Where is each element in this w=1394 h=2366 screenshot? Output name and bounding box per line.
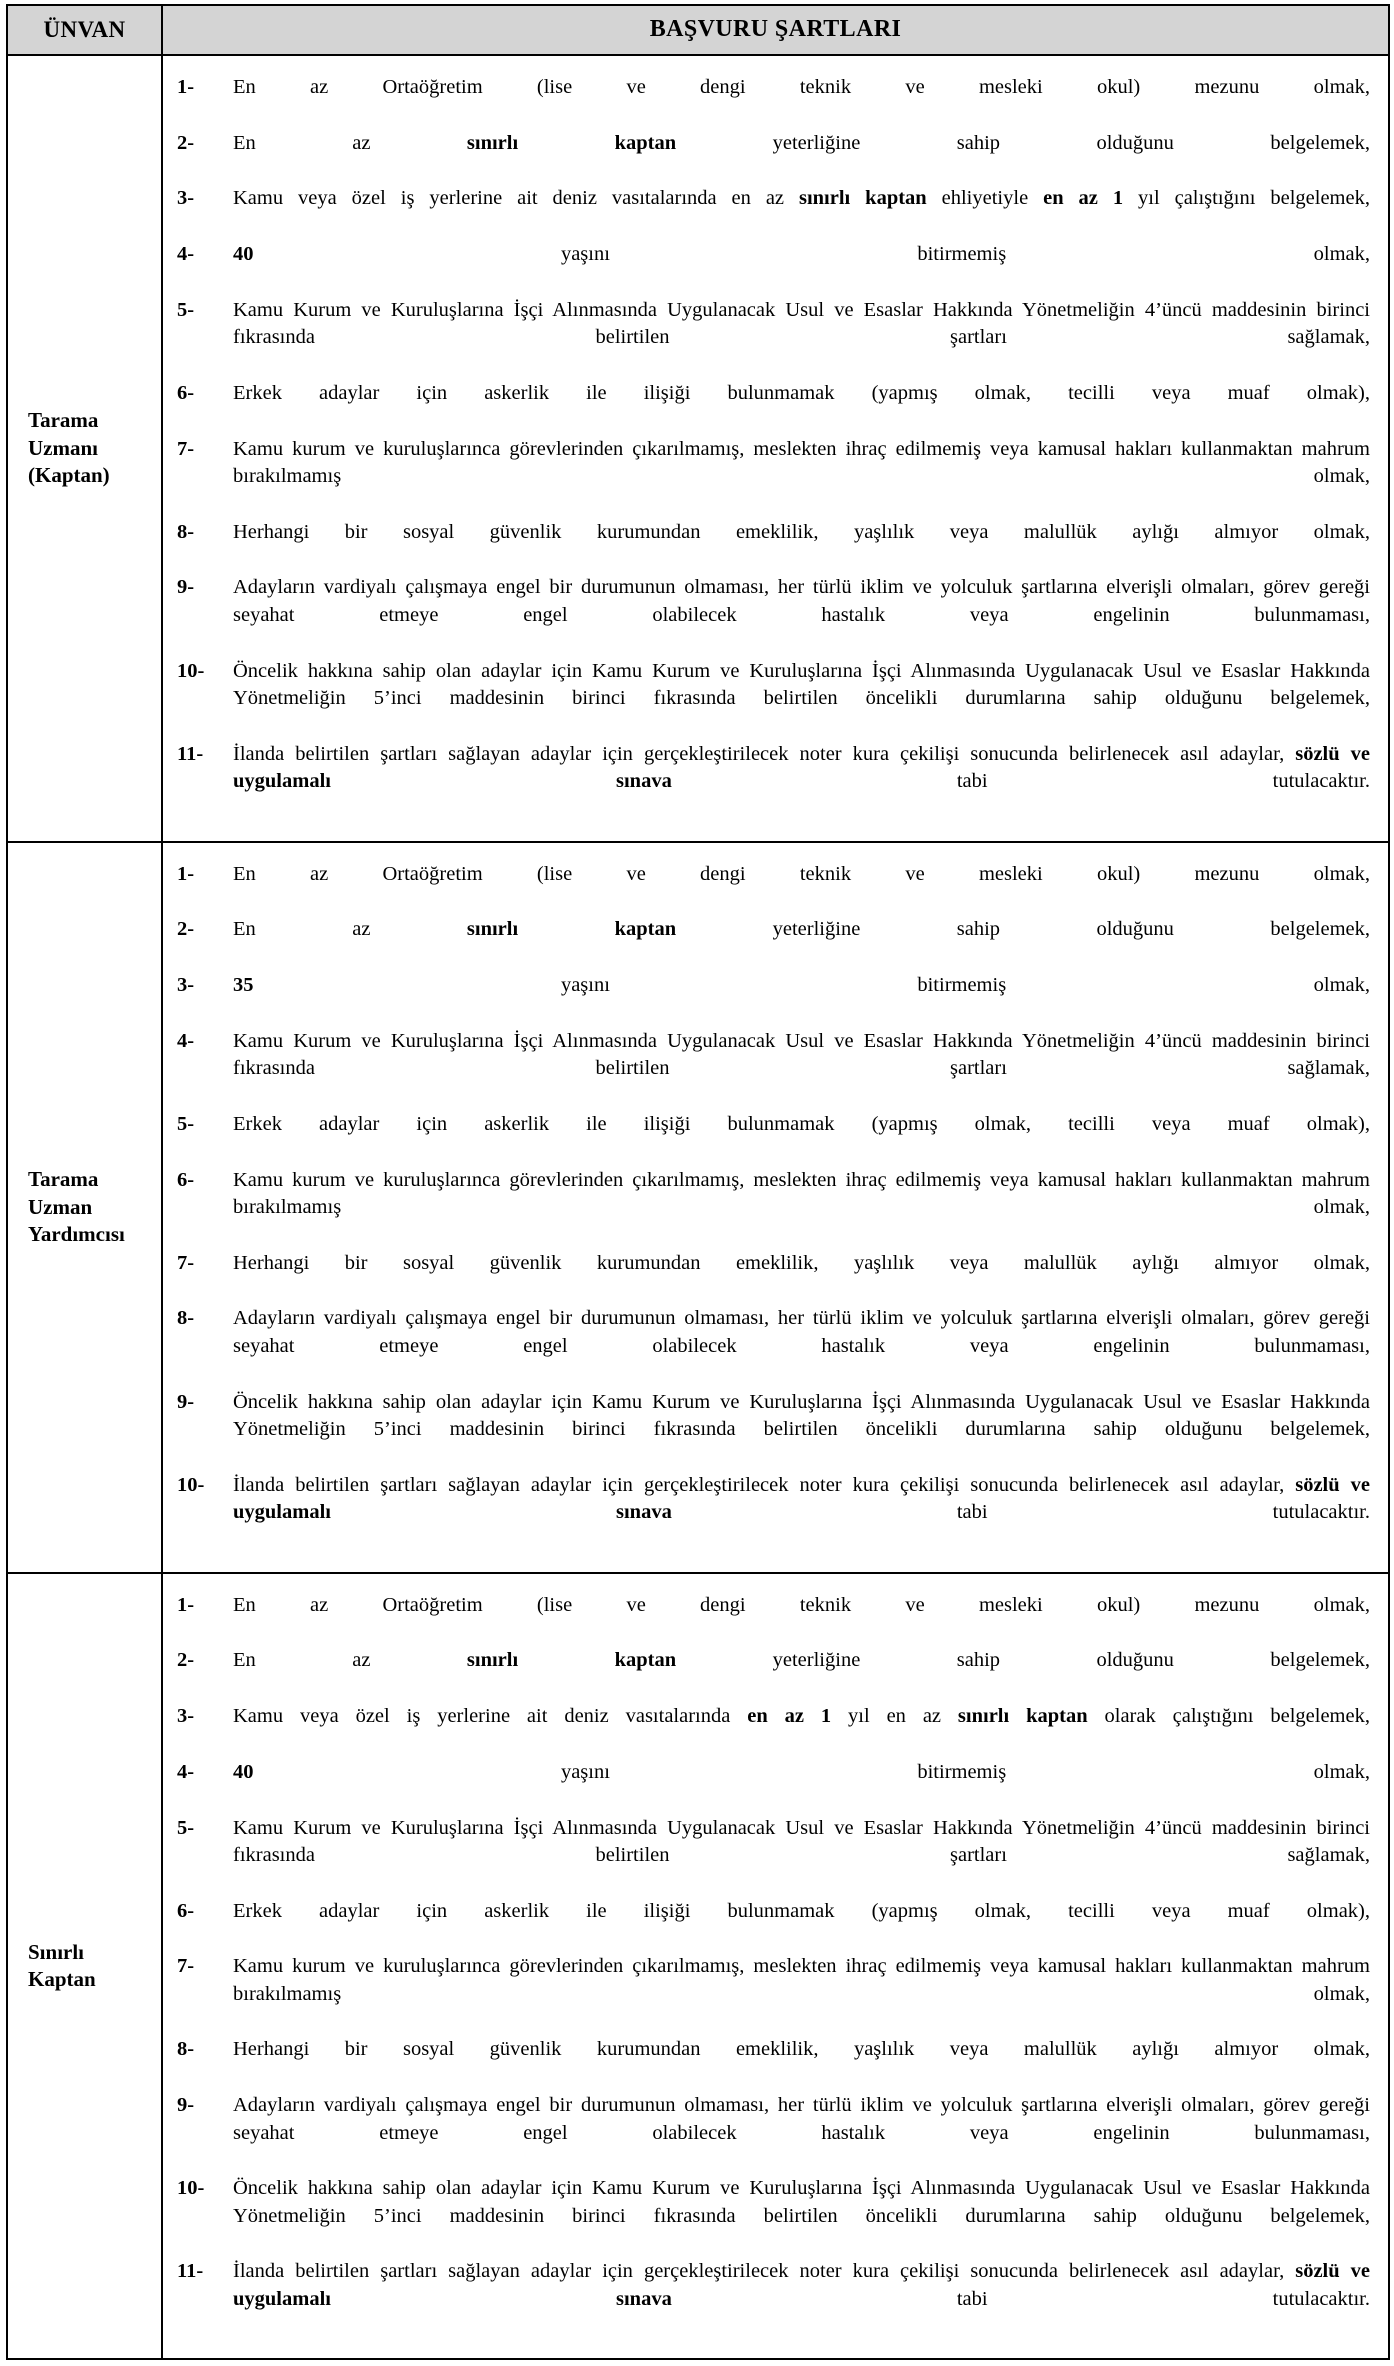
requirement-number: 6- bbox=[177, 1899, 195, 1922]
requirement-text-run: yıl çalıştığını belgelemek, bbox=[1123, 187, 1370, 210]
requirement-text-run: tabi tutulacaktır. bbox=[671, 2287, 1370, 2310]
requirement-item bbox=[177, 1167, 1370, 1249]
requirement-text bbox=[233, 1167, 1370, 1249]
requirement-emphasis: sınırlı kaptan bbox=[957, 1705, 1088, 1728]
requirement-number: 10- bbox=[177, 659, 205, 682]
requirement-number: 8- bbox=[177, 2038, 195, 2061]
requirement-number: 11- bbox=[177, 2260, 204, 2283]
requirement-text-run: yaşını bitirmemiş olmak, bbox=[253, 243, 1370, 266]
requirement-number: 3- bbox=[177, 1705, 195, 1728]
requirement-text-run: yıl en az bbox=[831, 1705, 958, 1728]
application-requirements-table bbox=[6, 4, 1390, 2360]
requirement-text-run: yeterliğine sahip olduğunu belgelemek, bbox=[676, 131, 1371, 154]
requirement-text-run: Öncelik hakkına sahip olan adaylar için Kamu Kurum ve Kuruluşlarına İşçi Alınmasında Uygulanacak Usul ve Esaslar Hakkında Yönetmeliğin 5’inci maddesinin birinci fıkrasında belirtilen öncelikli durumlarına sahip olduğunu belgelemek, bbox=[233, 1390, 1370, 1440]
requirement-number: 2- bbox=[177, 131, 195, 154]
requirement-item bbox=[177, 1111, 1370, 1166]
requirement-number: 6- bbox=[177, 1168, 195, 1191]
requirement-text bbox=[233, 519, 1370, 574]
requirement-number: 2- bbox=[177, 918, 195, 941]
requirement-emphasis: 35 bbox=[233, 974, 254, 997]
requirement-number: 7- bbox=[177, 437, 195, 460]
column-header-conditions: BAŞVURU ŞARTLARI bbox=[162, 5, 1389, 55]
requirement-item bbox=[177, 436, 1370, 518]
requirement-number: 7- bbox=[177, 1955, 195, 1978]
requirement-number: 2- bbox=[177, 1649, 195, 1672]
requirement-item bbox=[177, 574, 1370, 656]
requirement-text bbox=[233, 1592, 1370, 1647]
requirements-cell bbox=[162, 55, 1389, 842]
requirements-list bbox=[177, 861, 1370, 1554]
requirement-text-run: En az Ortaöğretim (lise ve dengi teknik ve mesleki okul) mezunu olmak, bbox=[233, 862, 1370, 885]
requirement-text-run: Erkek adaylar için askerlik ile ilişiği bulunmamak (yapmış olmak, tecilli veya muaf olmak), bbox=[233, 1112, 1370, 1135]
requirement-text-run: Erkek adaylar için askerlik ile ilişiği bulunmamak (yapmış olmak, tecilli veya muaf olmak), bbox=[233, 1899, 1370, 1922]
requirement-emphasis: sınırlı kaptan bbox=[466, 1649, 677, 1672]
requirement-item bbox=[177, 130, 1370, 185]
requirement-item bbox=[177, 1592, 1370, 1647]
requirement-number: 3- bbox=[177, 974, 195, 997]
requirement-text-run: Kamu kurum ve kuruluşlarınca görevlerinden çıkarılmamış, meslekten ihraç edilmemiş veya kamusal hakları kullanmaktan mahrum bırakılmamış olmak, bbox=[233, 1955, 1370, 2005]
requirement-text bbox=[233, 574, 1370, 656]
requirement-text-run: Kamu Kurum ve Kuruluşlarına İşçi Alınmasında Uygulanacak Usul ve Esaslar Hakkında Yönetmeliğin 4’üncü maddesinin birinci fıkrasında belirtilen şartları sağlamak, bbox=[233, 1816, 1370, 1866]
table-header bbox=[7, 5, 1389, 55]
requirement-item bbox=[177, 1472, 1370, 1554]
requirement-text-run: En az bbox=[233, 918, 467, 941]
requirement-text-run: Kamu Kurum ve Kuruluşlarına İşçi Alınmasında Uygulanacak Usul ve Esaslar Hakkında Yönetmeliğin 4’üncü maddesinin birinci fıkrasında belirtilen şartları sağlamak, bbox=[233, 1029, 1370, 1080]
requirement-number: 4- bbox=[177, 243, 195, 266]
requirement-emphasis: 40 bbox=[233, 1760, 254, 1783]
requirement-text-run: Adayların vardiyalı çalışmaya engel bir durumunun olmaması, her türlü iklim ve yolculuk şartlarına elverişli olmaları, görev gereği seyahat etmeye engel olabilecek hastalık veya engelinin bulunmaması, bbox=[233, 1307, 1370, 1357]
requirement-number: 5- bbox=[177, 1112, 195, 1135]
table-header-row bbox=[7, 5, 1389, 55]
requirement-text-run: Herhangi bir sosyal güvenlik kurumundan emeklilik, yaşlılık veya malullük aylığı almıyor olmak, bbox=[233, 1251, 1370, 1274]
requirement-text-run: En az bbox=[233, 131, 467, 154]
requirement-number: 1- bbox=[177, 862, 195, 885]
requirement-text bbox=[233, 1703, 1370, 1758]
requirement-emphasis: sınırlı kaptan bbox=[466, 918, 677, 941]
requirement-item bbox=[177, 185, 1370, 240]
requirement-text bbox=[233, 1389, 1370, 1471]
table-row bbox=[7, 55, 1389, 842]
requirement-text bbox=[233, 741, 1370, 823]
requirement-item bbox=[177, 741, 1370, 823]
requirements-cell bbox=[162, 1573, 1389, 2360]
requirement-text-run: İlanda belirtilen şartları sağlayan adaylar için gerçekleştirilecek noter kura çekilişi sonucunda belirlenecek asıl adaylar, bbox=[233, 1473, 1296, 1496]
requirement-item bbox=[177, 297, 1370, 379]
table-row bbox=[7, 1573, 1389, 2360]
requirement-number: 7- bbox=[177, 1251, 195, 1274]
requirement-text-run: Öncelik hakkına sahip olan adaylar için Kamu Kurum ve Kuruluşlarına İşçi Alınmasında Uygulanacak Usul ve Esaslar Hakkında Yönetmeliğin 5’inci maddesinin birinci fıkrasında belirtilen öncelikli durumlarına sahip olduğunu belgelemek, bbox=[233, 659, 1370, 709]
requirement-emphasis: sözlü ve uygulamalı sınava bbox=[233, 1473, 1370, 1523]
requirement-text bbox=[233, 241, 1370, 296]
requirement-emphasis: sınırlı kaptan bbox=[798, 187, 927, 210]
requirement-number: 11- bbox=[177, 742, 204, 765]
requirement-text bbox=[233, 1305, 1370, 1387]
requirement-number: 5- bbox=[177, 298, 195, 321]
requirement-emphasis: 40 bbox=[233, 243, 254, 266]
job-title-cell: Tarama Uzman Yardımcısı bbox=[7, 842, 162, 1573]
requirement-text bbox=[233, 916, 1370, 971]
requirement-text bbox=[233, 1028, 1370, 1110]
requirement-text-run: Öncelik hakkına sahip olan adaylar için Kamu Kurum ve Kuruluşlarına İşçi Alınmasında Uygulanacak Usul ve Esaslar Hakkında Yönetmeliğin 5’inci maddesinin birinci fıkrasında belirtilen öncelikli durumlarına sahip olduğunu belgelemek, bbox=[233, 2177, 1370, 2227]
requirement-text bbox=[233, 1815, 1370, 1897]
requirement-emphasis: sözlü ve uygulamalı sınava bbox=[233, 742, 1370, 792]
requirement-text-run: Kamu veya özel iş yerlerine ait deniz vasıtalarında en az bbox=[233, 187, 799, 210]
job-title-cell: Sınırlı Kaptan bbox=[7, 1573, 162, 2360]
requirement-item bbox=[177, 972, 1370, 1027]
requirement-text-run: olarak çalıştığını belgelemek, bbox=[1087, 1705, 1370, 1728]
requirement-text bbox=[233, 1250, 1370, 1305]
requirement-text-run: Kamu kurum ve kuruluşlarınca görevlerinden çıkarılmamış, meslekten ihraç edilmemiş veya kamusal hakları kullanmaktan mahrum bırakılmamış olmak, bbox=[233, 437, 1370, 488]
requirement-number: 1- bbox=[177, 1593, 195, 1616]
requirement-item bbox=[177, 1647, 1370, 1702]
requirements-list bbox=[177, 74, 1370, 823]
requirement-text-run: tabi tutulacaktır. bbox=[671, 1500, 1370, 1523]
requirements-cell bbox=[162, 842, 1389, 1573]
requirement-text-run: Erkek adaylar için askerlik ile ilişiği bulunmamak (yapmış olmak, tecilli veya muaf olmak), bbox=[233, 381, 1370, 404]
requirement-item bbox=[177, 519, 1370, 574]
requirement-text-run: Herhangi bir sosyal güvenlik kurumundan emeklilik, yaşlılık veya malullük aylığı almıyor olmak, bbox=[233, 2038, 1370, 2061]
requirement-item bbox=[177, 1953, 1370, 2035]
requirement-number: 5- bbox=[177, 1816, 195, 1839]
requirement-item bbox=[177, 1898, 1370, 1953]
requirement-number: 1- bbox=[177, 76, 195, 98]
requirement-text bbox=[233, 1472, 1370, 1554]
requirement-item bbox=[177, 1815, 1370, 1897]
requirement-text-run: En az bbox=[233, 1649, 467, 1672]
requirement-item bbox=[177, 658, 1370, 740]
requirement-item bbox=[177, 2175, 1370, 2257]
requirement-emphasis: en az 1 bbox=[1043, 187, 1124, 210]
requirement-emphasis: sözlü ve uygulamalı sınava bbox=[233, 2260, 1370, 2310]
requirement-text-run: yaşını bitirmemiş olmak, bbox=[253, 1760, 1370, 1783]
requirement-text bbox=[233, 2175, 1370, 2257]
requirement-text bbox=[233, 380, 1370, 435]
requirement-text bbox=[233, 436, 1370, 518]
requirement-text bbox=[233, 1759, 1370, 1814]
requirement-number: 9- bbox=[177, 2094, 195, 2117]
requirements-list bbox=[177, 1592, 1370, 2341]
requirement-item bbox=[177, 2258, 1370, 2340]
requirement-text bbox=[233, 1111, 1370, 1166]
table-row bbox=[7, 842, 1389, 1573]
requirement-item bbox=[177, 1759, 1370, 1814]
requirement-item bbox=[177, 1389, 1370, 1471]
requirement-number: 6- bbox=[177, 381, 195, 404]
requirement-text bbox=[233, 1898, 1370, 1953]
requirement-text bbox=[233, 74, 1370, 129]
requirement-text-run: En az Ortaöğretim (lise ve dengi teknik ve mesleki okul) mezunu olmak, bbox=[233, 1593, 1370, 1616]
requirement-text bbox=[233, 297, 1370, 379]
requirement-item bbox=[177, 861, 1370, 916]
requirement-item bbox=[177, 380, 1370, 435]
requirement-text-run: Adayların vardiyalı çalışmaya engel bir durumunun olmaması, her türlü iklim ve yolculuk şartlarına elverişli olmaları, görev gereği seyahat etmeye engel olabilecek hastalık veya engelinin bulunmaması, bbox=[233, 576, 1370, 626]
requirement-text-run: İlanda belirtilen şartları sağlayan adaylar için gerçekleştirilecek noter kura çekilişi sonucunda belirlenecek asıl adaylar, bbox=[233, 742, 1296, 765]
requirement-text-run: Kamu kurum ve kuruluşlarınca görevlerinden çıkarılmamış, meslekten ihraç edilmemiş veya kamusal hakları kullanmaktan mahrum bırakılmamış olmak, bbox=[233, 1168, 1370, 1219]
requirement-number: 10- bbox=[177, 1473, 205, 1496]
requirement-item bbox=[177, 1028, 1370, 1110]
requirement-number: 8- bbox=[177, 520, 195, 543]
requirement-item bbox=[177, 1305, 1370, 1387]
requirement-text-run: İlanda belirtilen şartları sağlayan adaylar için gerçekleştirilecek noter kura çekilişi sonucunda belirlenecek asıl adaylar, bbox=[233, 2260, 1296, 2283]
requirement-text-run: Herhangi bir sosyal güvenlik kurumundan emeklilik, yaşlılık veya malullük aylığı almıyor olmak, bbox=[233, 520, 1370, 543]
requirement-number: 3- bbox=[177, 187, 195, 210]
requirement-item bbox=[177, 916, 1370, 971]
requirement-item bbox=[177, 1703, 1370, 1758]
requirement-text-run: Kamu Kurum ve Kuruluşlarına İşçi Alınmasında Uygulanacak Usul ve Esaslar Hakkında Yönetmeliğin 4’üncü maddesinin birinci fıkrasında belirtilen şartları sağlamak, bbox=[233, 298, 1370, 349]
requirement-text bbox=[233, 130, 1370, 185]
requirement-number: 8- bbox=[177, 1307, 195, 1330]
requirement-text bbox=[233, 658, 1370, 740]
requirement-text-run: tabi tutulacaktır. bbox=[671, 769, 1370, 792]
requirement-item bbox=[177, 241, 1370, 296]
requirement-emphasis: en az 1 bbox=[747, 1705, 832, 1728]
requirement-text-run: En az Ortaöğretim (lise ve dengi teknik ve mesleki okul) mezunu olmak, bbox=[233, 76, 1370, 98]
job-title-cell: Tarama Uzmanı (Kaptan) bbox=[7, 55, 162, 842]
requirement-text bbox=[233, 185, 1370, 240]
table-body bbox=[7, 55, 1389, 2359]
requirement-item bbox=[177, 2092, 1370, 2174]
requirement-text-run: Adayların vardiyalı çalışmaya engel bir durumunun olmaması, her türlü iklim ve yolculuk şartlarına elverişli olmaları, görev gereği seyahat etmeye engel olabilecek hastalık veya engelinin bulunmaması, bbox=[233, 2094, 1370, 2144]
requirement-text-run: Kamu veya özel iş yerlerine ait deniz vasıtalarında bbox=[233, 1705, 748, 1728]
requirement-item bbox=[177, 74, 1370, 129]
column-header-title: ÜNVAN bbox=[7, 5, 162, 55]
requirement-text bbox=[233, 2092, 1370, 2174]
requirement-item bbox=[177, 2036, 1370, 2091]
requirement-number: 10- bbox=[177, 2177, 205, 2200]
requirement-text bbox=[233, 861, 1370, 916]
requirement-text bbox=[233, 2036, 1370, 2091]
requirement-emphasis: sınırlı kaptan bbox=[466, 131, 677, 154]
requirement-text bbox=[233, 1953, 1370, 2035]
requirement-text-run: ehliyetiyle bbox=[926, 187, 1044, 210]
requirement-text bbox=[233, 1647, 1370, 1702]
requirement-text-run: yaşını bitirmemiş olmak, bbox=[253, 974, 1370, 997]
requirement-number: 9- bbox=[177, 576, 195, 599]
requirement-number: 4- bbox=[177, 1760, 195, 1783]
requirement-number: 4- bbox=[177, 1029, 195, 1052]
requirement-text bbox=[233, 972, 1370, 1027]
requirement-text-run: yeterliğine sahip olduğunu belgelemek, bbox=[676, 918, 1371, 941]
requirement-text bbox=[233, 2258, 1370, 2340]
requirement-item bbox=[177, 1250, 1370, 1305]
requirement-number: 9- bbox=[177, 1390, 195, 1413]
requirement-text-run: yeterliğine sahip olduğunu belgelemek, bbox=[676, 1649, 1371, 1672]
